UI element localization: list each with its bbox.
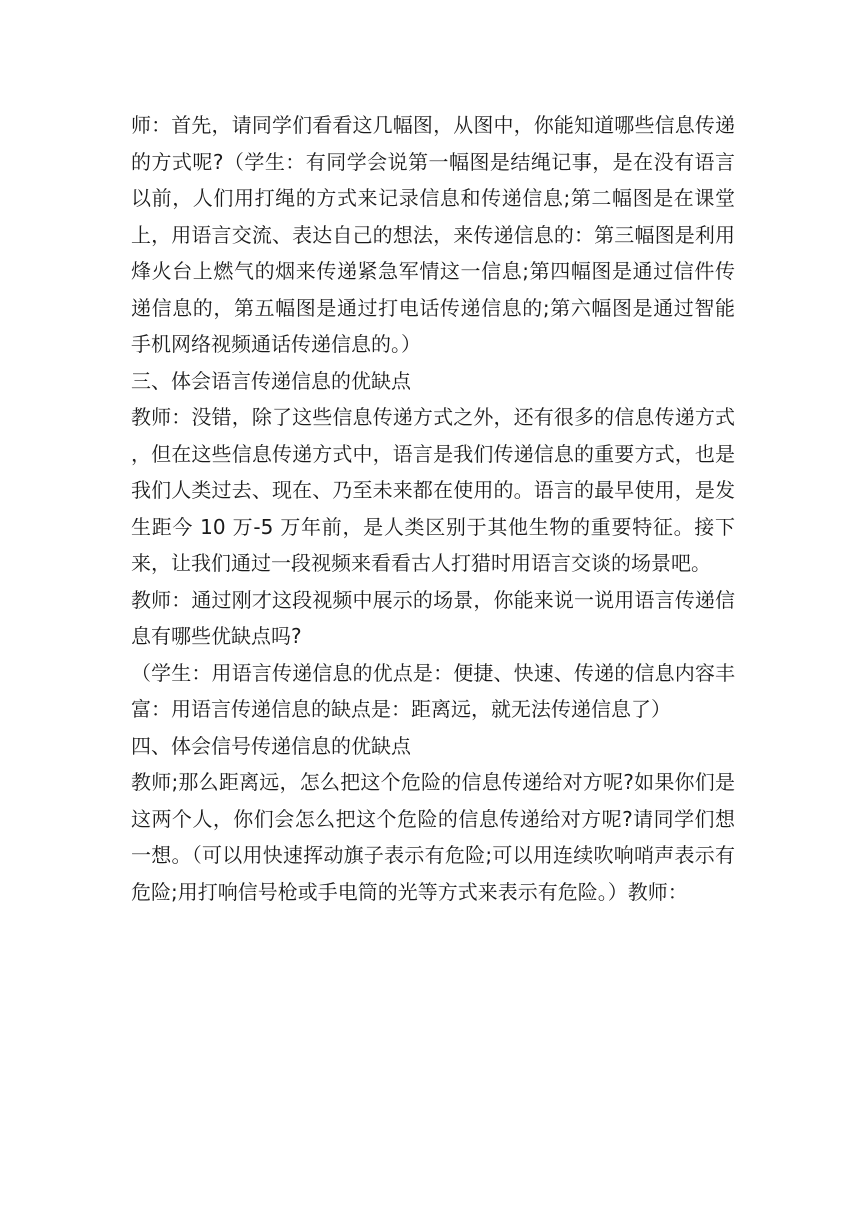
paragraph-teacher-intro: 师：首先，请同学们看看这几幅图，从图中，你能知道哪些信息传递的方式呢?（学生：有同学会说第一幅图是结绳记事，是在没有语言以前，人们用打绳的方式来记录信息和传递信息;第二幅图是在课堂上，用语言交流、表达自己的想法，来传递信息的：第三幅图是利用烽火台上燃气的烟来传递紧急军情这一信息;第四幅图是通过信件传递信息的，第五幅图是通过打电话传递信息的;第六幅图是通过智能手机网络视频通话传递信息的。） — [131, 113, 735, 356]
section-heading-signal: 四、体会信号传递信息的优缺点 — [131, 733, 411, 758]
section-heading-language: 三、体会语言传递信息的优缺点 — [131, 368, 411, 393]
document-body — [131, 107, 735, 910]
paragraph-teacher-question: 教师：通过刚才这段视频中展示的场景，你能来说一说用语言传递信息有哪些优缺点吗? — [131, 587, 735, 648]
paragraph-teacher-language: 教师：没错，除了这些信息传递方式之外，还有很多的信息传递方式，但在这些信息传递方式中，语言是我们传递信息的重要方式，也是我们人类过去、现在、乃至未来都在使用的。语言的最早使用，是发生距今 10 万-5 万年前，是人类区别于其他生物的重要特征。接下来，让我们通过一段视频来看看古人打猎时用语言交谈的场景吧。 — [131, 405, 735, 575]
paragraph-student-answer: （学生：用语言传递信息的优点是：便捷、快速、传递的信息内容丰富：用语言传递信息的缺点是：距离远，就无法传递信息了） — [131, 660, 735, 721]
paragraph-teacher-signal: 教师;那么距离远，怎么把这个危险的信息传递给对方呢?如果你们是这两个人，你们会怎么把这个危险的信息传递给对方呢?请同学们想一想。（可以用快速挥动旗子表示有危险;可以用连续吹响哨声表示有危险;用打响信号枪或手电筒的光等方式来表示有危险。）教师： — [131, 770, 735, 904]
